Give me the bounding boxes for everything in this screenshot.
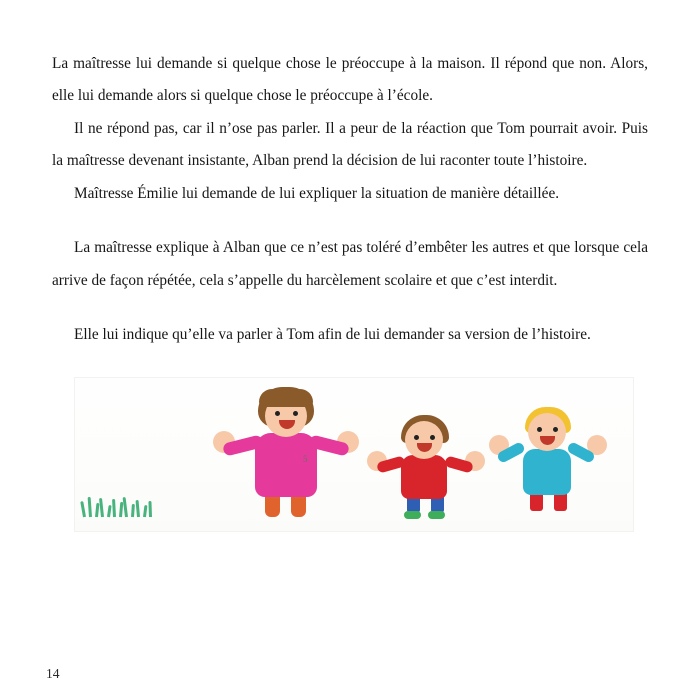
paragraph: La maîtresse explique à Alban que ce n’est pas toléré d’embêter les autres et que lorsque cela arrive de façon répétée, cela s’appelle du harcèlement scolaire et que c’est interdit. <box>52 239 648 289</box>
hair-fringe-shape <box>259 389 313 407</box>
torso-shape <box>523 449 571 495</box>
shoe-shape <box>428 511 445 519</box>
torso-shape <box>401 455 447 499</box>
paragraph: La maîtresse lui demande si quelque chose le préoccupe à la maison. Il répond que non. Alors, elle lui demande alors si quelque chose le préoccupe à l’école. <box>52 55 648 105</box>
paragraph-spacer <box>52 297 648 319</box>
paragraph: Maîtresse Émilie lui demande de lui expliquer la situation de manière détaillée. <box>74 184 560 202</box>
illustration-canvas <box>74 377 634 532</box>
shoe-shape <box>404 511 421 519</box>
head-shape <box>405 421 443 459</box>
paragraph: Il ne répond pas, car il n’ose pas parler. Il a peur de la réaction que Tom pourrait avoir. Puis la maîtresse devenant insistante, Alban prend la décision de lui raconter toute l’histoire. <box>52 119 648 170</box>
torso-shape <box>255 433 317 497</box>
paragraph: Elle lui indique qu’elle va parler à Tom afin de lui demander sa version de l’histoire. <box>74 325 591 343</box>
page-number: 14 <box>46 666 60 681</box>
illustration <box>74 377 634 532</box>
drawing-figure-adult <box>221 387 351 523</box>
drawing-figure-child-red <box>375 415 485 523</box>
head-shape <box>528 413 566 451</box>
grass-icon <box>83 493 153 517</box>
drawing-figure-child-blond <box>493 407 613 523</box>
illustration-inline-number: 5 <box>303 454 308 465</box>
paragraph-spacer <box>52 210 648 232</box>
page-body <box>52 48 648 351</box>
